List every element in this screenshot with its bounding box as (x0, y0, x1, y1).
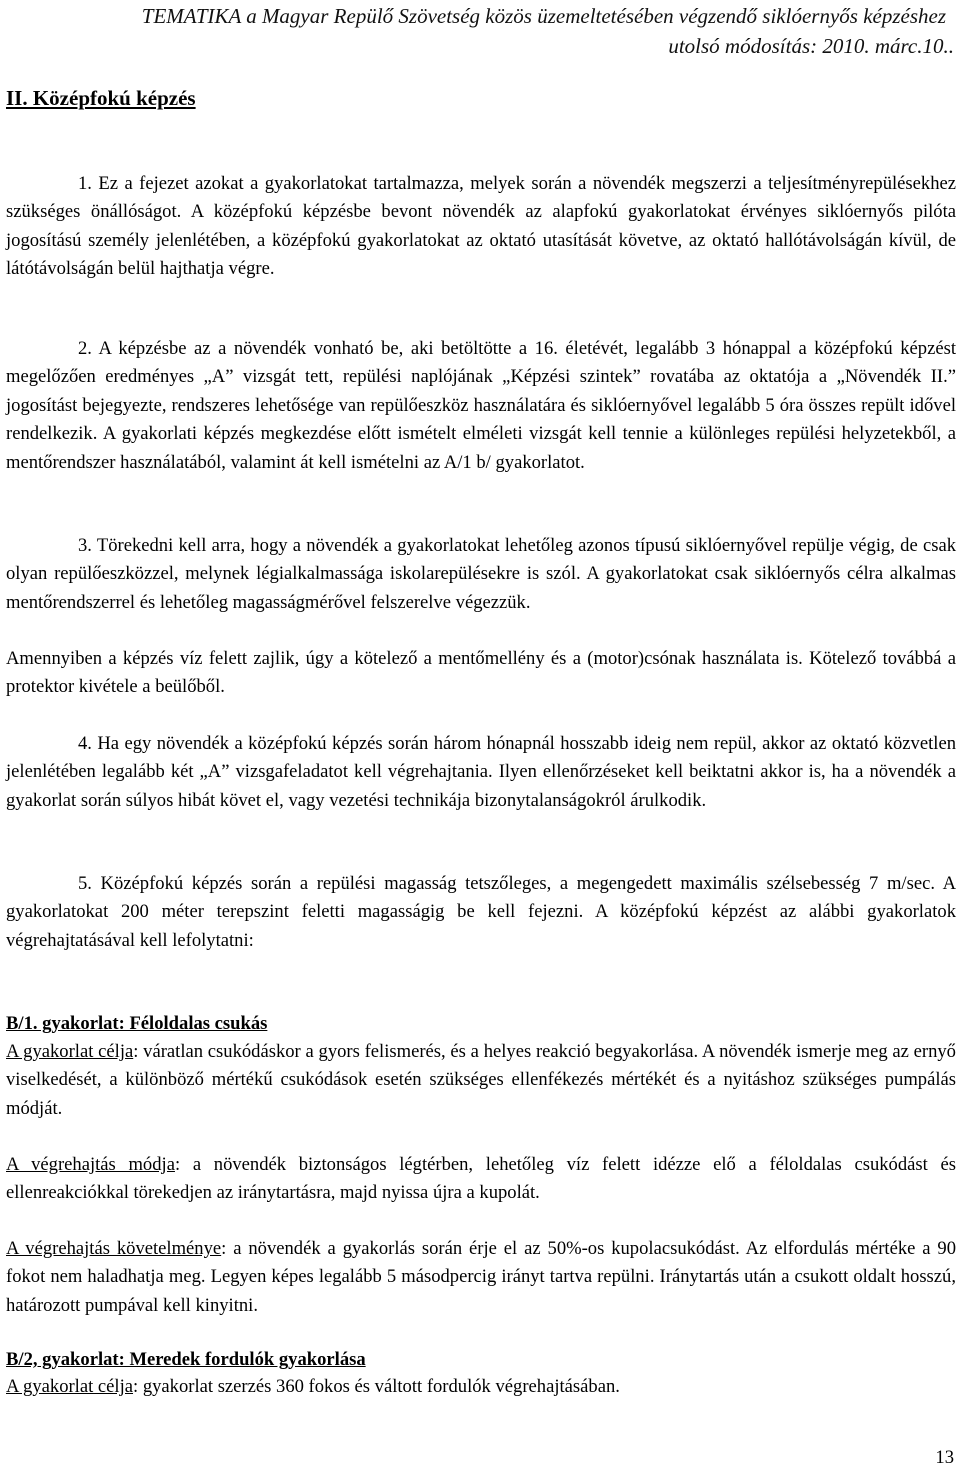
requirement-text: : a növendék a gyakorlás során érje el az 50%-os kupolacsukódást. Az elfordulás mértéke a 90 fokot nem haladhatja meg. Legyen képes legalább 5 másodpercig irányt tartva repülni. Iránytartás után a csukott oldalt hosszú, határozott pumpával kell kinyitni. (6, 1238, 957, 1316)
header-title: TEMATIKA a Magyar Repülő Szövetség közös üzemeltetésében végzendő siklóernyős képzéshez (141, 4, 946, 28)
exercise-b1-method (6, 1151, 956, 1208)
goal-label: A gyakorlat célja (6, 1041, 134, 1062)
page-number: 13 (935, 1447, 954, 1468)
paragraph-4: 4. Ha egy növendék a középfokú képzés során három hónapnál hosszabb ideig nem repül, akkor az oktató közvetlen jelenlétében legalább két „A” vizsgafeladatot kell végrehajtania. Ilyen ellenőrzéseket kell beiktatni akkor is, ha a növendék a gyakorlat során súlyos hibát követ el, vagy vezetési technikája bizonytalanságokról árulkodik. (6, 733, 956, 811)
paragraph-2: 2. A képzésbe az a növendék vonható be, aki betöltötte a 16. életévét, legalább 3 hónappal a középfokú képzést megelőzően eredményes „A” vizsgát tett, repülési naplójának „Képzési szintek” rovatába az oktatója a „Növendék II.” jogosítást bejegyezte, rendszeres lehetősége van repülőeszköz használatára és siklóernyővel legalább 5 óra összes repült idővel rendelkezik. A gyakorlati képzés megkezdése előtt ismételt elméleti vizsgát kell tennie a különleges repülési helyzetekből, a mentőrendszer használatából, valamint át kell ismételni az A/1 b/ gyakorlatot. (6, 338, 956, 473)
method-text: : a növendék biztonságos légtérben, lehetőleg víz felett idézze elő a féloldalas csukódást és ellenreakciókkal törekedjen az iránytartásra, majd nyissa újra a kupolát. (6, 1154, 956, 1204)
exercise-b1-requirement (6, 1235, 956, 1320)
requirement-label: A végrehajtás követelménye (6, 1238, 222, 1259)
exercise-b2-goal (6, 1373, 956, 1401)
exercise-b1-title: B/1. gyakorlat: Féloldalas csukás (6, 1013, 268, 1034)
goal-text: : gyakorlat szerzés 360 fokos és váltott fordulók végrehajtásában. (133, 1376, 620, 1397)
paragraph-1: 1. Ez a fejezet azokat a gyakorlatokat tartalmazza, melyek során a növendék megszerzi a teljesítményrepülésekhez szükséges önállóságot. A középfokú képzésbe bevont növendék az alapfokú gyakorlatokat érvényes siklóernyős pilóta jogosítású személy jelenlétében, a középfokú gyakorlatokat az oktató utasítását követve, az oktató hallótávolságán kívül, de látótávolságán belül hajthatja végre. (6, 173, 956, 280)
paragraph-3b: Amennyiben a képzés víz felett zajlik, úgy a kötelező a mentőmellény és a (motor)csónak használata is. Kötelező továbbá a protektor kivétele a beülőből. (6, 648, 956, 698)
goal-label: A gyakorlat célja (6, 1376, 134, 1397)
paragraph-5: 5. Középfokú képzés során a repülési magasság tetszőleges, a megengedett maximális szélsebesség 7 m/sec. A gyakorlatokat 200 méter terepszint feletti magasságig be kell fejezni. A középfokú képzést az alábbi gyakorlatok végrehajtatásával kell lefolytatni: (6, 873, 956, 951)
method-label: A végrehajtás módja (6, 1154, 175, 1175)
paragraph-3: 3. Törekedni kell arra, hogy a növendék a gyakorlatokat lehetőleg azonos típusú siklóernyővel repülje végig, de csak olyan repülőeszközzel, melynek légialkalmassága iskolarepülésekre is szól. A gyakorlatokat csak siklóernyős célra alkalmas mentőrendszerrel és lehetőleg magasságmérővel felszerelve végezzük. (6, 535, 956, 613)
header-modified-date: utolsó módosítás: 2010. márc.10.. (668, 34, 954, 58)
goal-text: : váratlan csukódáskor a gyors felismerés, és a helyes reakció begyakorlása. A növendék ismerje meg az ernyő viselkedését, a különböző mértékű csukódások esetén szükséges ellenfékezés mértékét és a nyitáshoz szükséges pumpálás módját. (6, 1041, 956, 1119)
exercise-b1-goal (6, 1038, 956, 1123)
chapter-title: II. Középfokú képzés (6, 86, 196, 110)
exercise-b2-title: B/2, gyakorlat: Meredek fordulók gyakorlása (6, 1349, 366, 1370)
